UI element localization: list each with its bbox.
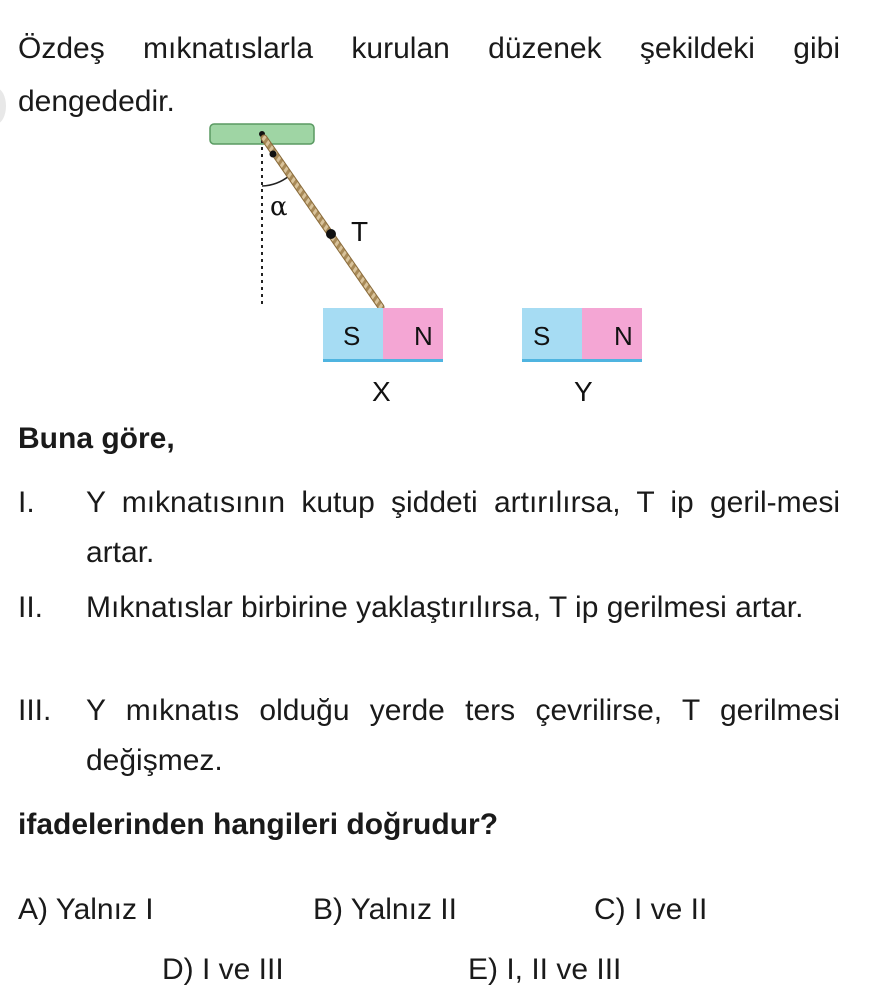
question-prompt: ifadelerinden hangileri doğrudur? [18, 808, 499, 841]
statement-2 [18, 583, 840, 633]
option-b[interactable]: B) Yalnız II [313, 893, 457, 926]
statement-1-text: Y mıknatısının kutup şiddeti artırılırsa, T ip geril-mesi artar. [86, 486, 840, 569]
option-a[interactable]: A) Yalnız I [18, 893, 154, 926]
angle-label: α [270, 192, 288, 222]
statement-2-text: Mıknatıslar birbirine yaklaştırılırsa, T ip gerilmesi artar. [86, 591, 804, 624]
magnet-y-label: Y [574, 376, 593, 407]
magnet-y-south [522, 308, 582, 361]
rope-point-t [326, 229, 336, 239]
angle-arc [262, 176, 289, 186]
magnet-y-north-label: N [614, 321, 633, 351]
option-e[interactable]: E) I, II ve III [468, 953, 622, 986]
magnet-x-north-label: N [414, 321, 433, 351]
statement-3-number: III. [18, 694, 52, 727]
question-intro: Özdeş mıknatıslarla kurulan düzenek şekildeki gibi dengededir. [18, 32, 840, 118]
magnet-x-edge [323, 359, 443, 362]
question-lead: Buna göre, [18, 422, 175, 455]
magnet-y [522, 308, 642, 407]
statement-3 [18, 686, 840, 786]
magnet-x-label: X [372, 376, 391, 407]
magnet-setup-figure [0, 110, 870, 420]
statement-1-number: I. [18, 486, 35, 519]
option-d[interactable]: D) I ve III [162, 953, 284, 986]
magnet-y-edge [522, 359, 642, 362]
statement-1 [18, 478, 840, 578]
option-c[interactable]: C) I ve II [594, 893, 708, 926]
statement-2-number: II. [18, 591, 44, 624]
magnet-x [323, 308, 443, 407]
magnet-y-north [582, 308, 642, 361]
statement-3-text: Y mıknatıs olduğu yerde ters çevrilirse, T gerilmesi değişmez. [86, 694, 840, 777]
rope-label-t: T [351, 216, 369, 247]
magnet-x-north [383, 308, 443, 361]
magnet-x-south-label: S [343, 321, 361, 351]
rope-top-knot [270, 151, 277, 158]
magnet-y-south-label: S [533, 321, 551, 351]
